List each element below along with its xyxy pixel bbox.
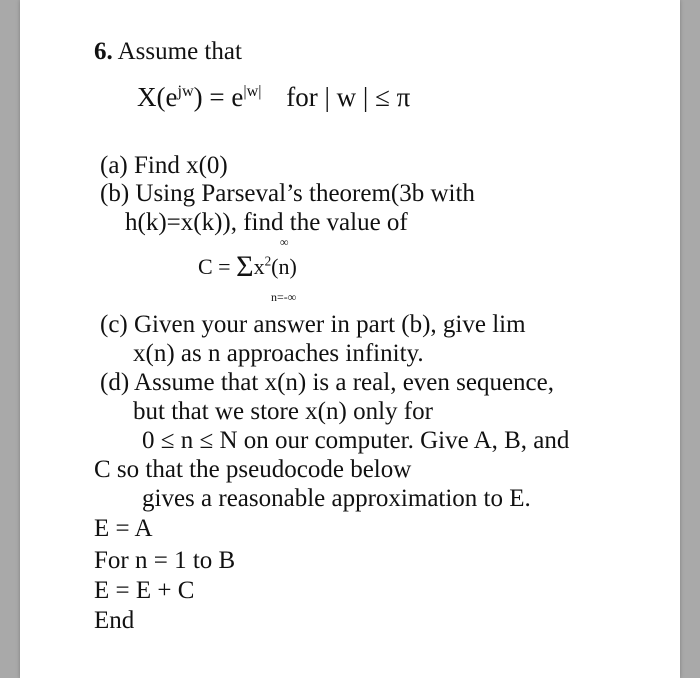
sum-term-arg: (n) — [271, 254, 297, 279]
pseudocode-line-1: E = A — [94, 515, 153, 542]
equation-lhs-base: X(e — [137, 82, 178, 112]
pseudocode-line-4: End — [94, 607, 135, 634]
sum-term-exponent: 2 — [264, 253, 272, 269]
sum-equation — [198, 236, 358, 306]
sigma-symbol: Σ — [236, 250, 254, 283]
part-b-line-2: h(k)=x(k)), find the value of — [125, 209, 408, 236]
problem-heading — [94, 37, 242, 67]
equation-rhs-exponent: |w| — [243, 82, 262, 100]
part-a: (a) Find x(0) — [100, 152, 228, 179]
part-c-line-1: (c) Given your answer in part (b), give lim — [100, 311, 526, 338]
part-d-line-2: but that we store x(n) only for — [133, 398, 433, 425]
equation-condition: for | w | ≤ π — [286, 82, 411, 112]
part-b-line-1: (b) Using Parseval’s theorem(3b with — [100, 180, 475, 207]
part-d-line-5: gives a reasonable approximation to E. — [142, 485, 531, 512]
problem-intro: Assume that — [117, 38, 242, 65]
pseudocode-line-3: E = E + C — [94, 577, 195, 604]
equation-lhs-close: ) = e — [193, 82, 244, 112]
equation-lhs-exponent: jw — [177, 82, 194, 100]
sum-lhs: C = — [198, 254, 231, 279]
main-equation — [137, 82, 410, 112]
part-d-line-1: (d) Assume that x(n) is a real, even sequence, — [100, 369, 555, 396]
part-d-line-4: C so that the pseudocode below — [94, 456, 412, 483]
document-page — [20, 0, 680, 678]
pseudocode-line-2: For n = 1 to B — [94, 547, 236, 574]
part-d-line-3: 0 ≤ n ≤ N on our computer. Give A, B, and — [142, 427, 570, 454]
part-c-line-2: x(n) as n approaches infinity. — [133, 340, 424, 367]
sum-lower-limit: n=-∞ — [271, 290, 297, 304]
sum-upper-limit: ∞ — [280, 235, 289, 249]
problem-number: 6. — [94, 38, 113, 65]
sum-term-base: x — [253, 254, 265, 279]
